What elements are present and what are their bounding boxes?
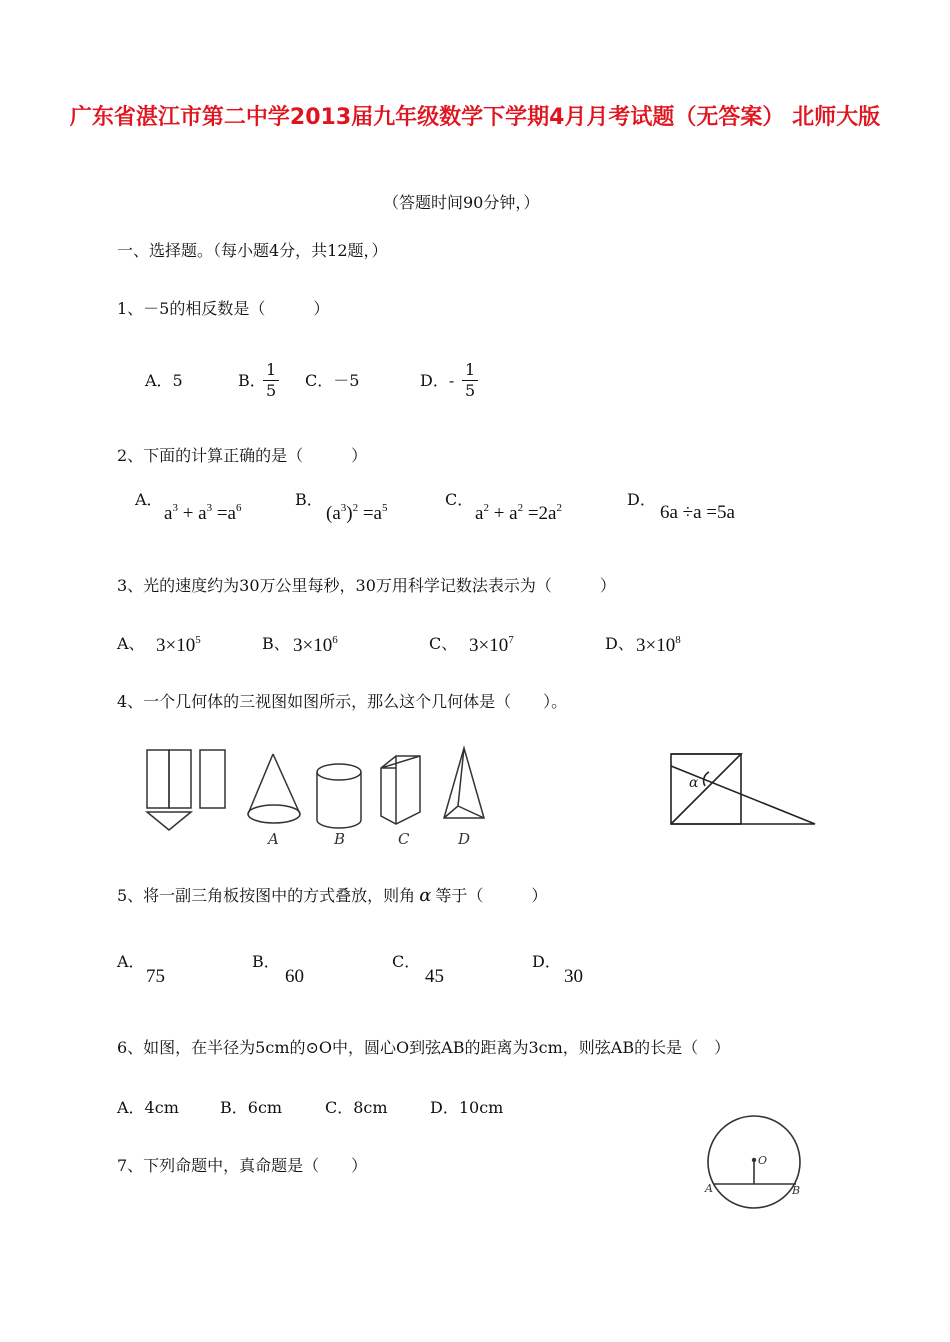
- q5-option-d-value: 30: [564, 966, 583, 987]
- fig-label-c: C: [398, 830, 410, 848]
- q2-option-d-label: D．: [627, 490, 656, 509]
- q1-option-a: A．5: [145, 371, 183, 390]
- fraction-denominator: 5: [465, 381, 476, 400]
- alpha-label: α: [689, 775, 699, 791]
- q5-option-b-value: 60: [285, 966, 304, 987]
- three-view-figure: [140, 742, 500, 852]
- label-o: O: [758, 1154, 768, 1167]
- fraction-numerator: 1: [263, 360, 279, 381]
- expr-part: 3×10: [156, 635, 196, 656]
- expr-part: + a: [488, 503, 518, 524]
- exponent: 6: [236, 502, 242, 514]
- expr-part: =a: [358, 503, 382, 524]
- expr-part: (a: [326, 503, 341, 524]
- q2-option-d-expr: 6a ÷a =5a: [660, 502, 735, 523]
- time-note: （答题时间90分钟，）: [383, 193, 540, 212]
- q1-option-d-fraction: [462, 360, 478, 401]
- expr-part: =a: [212, 503, 236, 524]
- q3-option-c-expr: [469, 634, 514, 657]
- q3-option-c-label: C、: [429, 634, 458, 653]
- q5-option-c-label: C．: [392, 952, 421, 971]
- q2-option-c-expr: [475, 502, 562, 525]
- exponent: 2: [517, 502, 524, 514]
- q5-stem-start: 5、将一副三角板按图中的方式叠放，则角: [117, 886, 416, 905]
- expr-part: + a: [177, 503, 207, 524]
- exponent: 3: [206, 502, 213, 514]
- fig-label-a: A: [268, 830, 279, 848]
- question-4-stem: 4、一个几何体的三视图如图所示，那么这个几何体是（ ）。: [117, 692, 568, 711]
- q3-option-d-expr: [636, 634, 681, 657]
- expr-part: a: [164, 503, 173, 524]
- exponent: 5: [382, 502, 388, 514]
- q3-option-a-label: A、: [117, 634, 145, 653]
- exponent: 2: [556, 502, 562, 514]
- center-point: [752, 1158, 756, 1162]
- q2-option-b-label: B．: [295, 490, 323, 509]
- expr-part: =2a: [523, 503, 557, 524]
- prism-edges: [381, 756, 420, 824]
- question-5-stem: [117, 886, 547, 906]
- expr-part: 3×10: [636, 635, 676, 656]
- exponent: 2: [352, 502, 359, 514]
- question-2-stem: 2、下面的计算正确的是（ ）: [117, 446, 368, 465]
- q5-option-d-label: D．: [532, 952, 561, 971]
- q3-option-d-label: D、: [605, 634, 634, 653]
- top-view-triangle: [147, 812, 191, 830]
- q1-option-b-label: B．: [238, 371, 266, 390]
- exponent: 3: [172, 502, 178, 514]
- q6-option-c: C．8cm: [325, 1098, 388, 1117]
- expr-part: a: [475, 503, 484, 524]
- q1-option-d-label: D．-: [420, 371, 455, 390]
- cylinder-sides: [317, 772, 361, 820]
- q3-option-b-label: B、: [262, 634, 290, 653]
- section-heading: 一、选择题。（每小题4分，共12题，）: [117, 241, 388, 260]
- exponent: 2: [483, 502, 489, 514]
- alpha-symbol: α: [419, 885, 432, 906]
- pyramid: [444, 748, 484, 818]
- q3-option-b-expr: [293, 634, 338, 657]
- q2-option-a-label: A．: [135, 490, 163, 509]
- question-6-stem: 6、如图，在半径为5cm的⊙O中，圆心O到弦AB的距离为3cm，则弦AB的长是（ ）: [117, 1038, 731, 1057]
- exponent: 5: [195, 634, 201, 646]
- front-view-left: [147, 750, 169, 808]
- expr-part: 3×10: [469, 635, 509, 656]
- fraction-denominator: 5: [266, 381, 277, 400]
- q6-option-a: A．4cm: [117, 1098, 179, 1117]
- q2-option-b-expr: [326, 502, 388, 525]
- circle-figure: [700, 1108, 810, 1218]
- fig-label-d: D: [458, 830, 471, 848]
- q2-option-c-label: C．: [445, 490, 474, 509]
- q5-stem-end: 等于（ ）: [435, 886, 548, 905]
- page-title: 广东省湛江市第二中学2013届九年级数学下学期4月月考试题（无答案） 北师大版: [69, 105, 881, 130]
- q5-option-b-label: B．: [252, 952, 280, 971]
- cylinder-top: [317, 764, 361, 780]
- q5-option-a-label: A．: [117, 952, 145, 971]
- triangle-45: [671, 754, 741, 824]
- question-7-stem: 7、下列命题中，真命题是（ ）: [117, 1156, 368, 1175]
- q3-option-a-expr: [156, 634, 201, 657]
- side-view: [200, 750, 225, 808]
- fraction-numerator: 1: [462, 360, 478, 381]
- q2-option-a-expr: [164, 502, 242, 525]
- fig-label-b: B: [334, 830, 346, 848]
- exponent: 8: [675, 634, 681, 646]
- label-b: B: [792, 1184, 801, 1197]
- expr-part: ): [346, 503, 353, 524]
- q1-option-b-fraction: [263, 360, 279, 401]
- cone-base: [248, 805, 300, 823]
- question-1-stem: 1、－5的相反数是（ ）: [117, 299, 330, 318]
- front-view-right: [169, 750, 191, 808]
- expr-part: 3×10: [293, 635, 333, 656]
- cylinder-bottom: [317, 820, 361, 828]
- exponent: 7: [508, 634, 514, 646]
- label-a: A: [705, 1182, 713, 1195]
- q6-option-d: D．10cm: [430, 1098, 504, 1117]
- q5-option-c-value: 45: [425, 966, 444, 987]
- exponent: 6: [332, 634, 338, 646]
- question-3-stem: 3、光的速度约为30万公里每秒，30万用科学记数法表示为（ ）: [117, 576, 616, 595]
- q6-option-b: B．6cm: [220, 1098, 283, 1117]
- q5-option-a-value: 75: [146, 966, 165, 987]
- alpha-arc: [704, 772, 709, 786]
- set-square-figure: [665, 750, 825, 830]
- exponent: 3: [340, 502, 347, 514]
- q1-option-c: C．－5: [305, 371, 360, 390]
